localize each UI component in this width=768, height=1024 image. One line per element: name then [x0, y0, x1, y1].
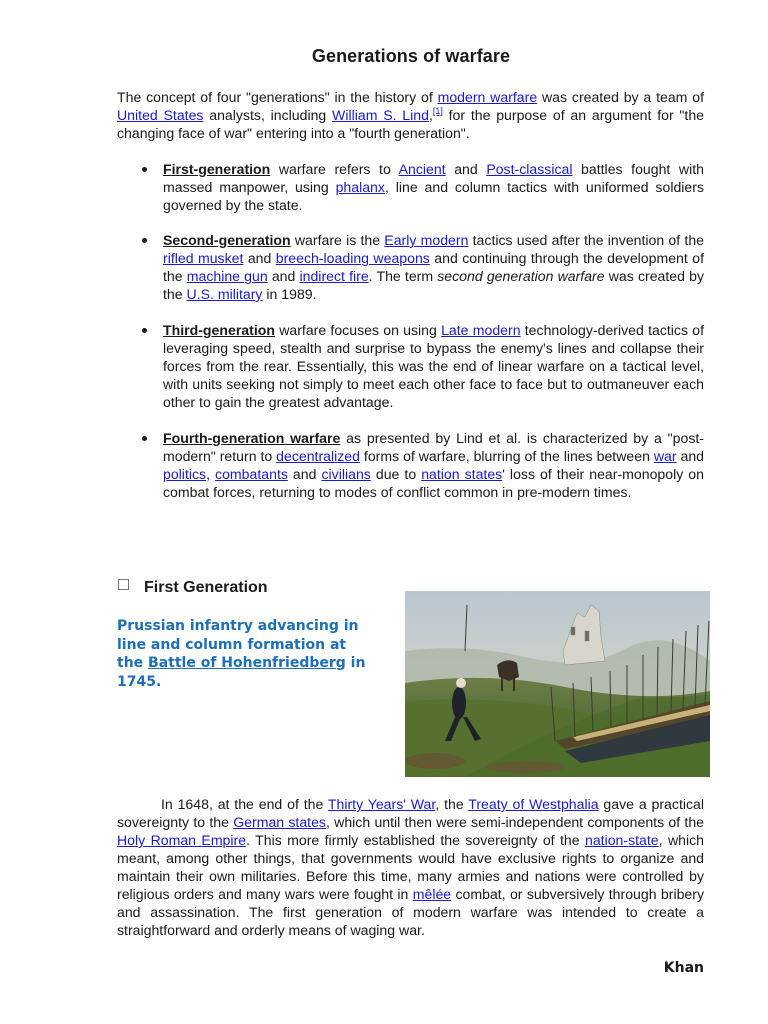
- link-early-modern[interactable]: Early modern: [384, 232, 469, 248]
- link-civilians[interactable]: civilians: [321, 466, 371, 482]
- body-paragraph: In 1648, at the end of the Thirty Years' War, the Treaty of Westphalia gave a practical sovereignty to the German states, which until then were semi-independent components of the Holy Roman Empire. This more firmly established the sovereignty of the nation-state, which meant, among other things, that governments would have exclusive rights to organize and maintain their own militaries. Before this time, many armies and nations were controlled by religious orders and many wars were fought in mêlée combat, or subversively through bribery and assassination. The first generation of modern warfare was intended to create a straightforward and orderly means of waging war.: [117, 796, 705, 938]
- link-rifled-musket[interactable]: rifled musket: [163, 250, 244, 266]
- link-treaty-of-westphalia[interactable]: Treaty of Westphalia: [468, 796, 599, 812]
- link-decentralized[interactable]: decentralized: [276, 448, 360, 464]
- link-melee[interactable]: mêlée: [412, 886, 452, 902]
- link-late-modern[interactable]: Late modern: [441, 322, 521, 338]
- battle-painting: [405, 591, 710, 777]
- link-politics[interactable]: politics: [163, 466, 207, 482]
- link-german-states[interactable]: German states: [233, 814, 326, 830]
- link-ancient[interactable]: Ancient: [398, 161, 446, 177]
- link-united-states[interactable]: United States: [117, 107, 204, 123]
- image-caption: Prussian infantry advancing in line and column formation at the Battle of Hohenfriedberg in 1745.: [117, 618, 366, 690]
- link-william-s-lind[interactable]: William S. Lind: [332, 107, 429, 123]
- reference-link[interactable]: [1]: [432, 106, 443, 116]
- link-war[interactable]: war: [653, 448, 677, 464]
- link-battle-of-hohenfriedberg[interactable]: Battle of Hohenfriedberg: [148, 655, 346, 671]
- section-title: First Generation: [144, 579, 268, 596]
- term-first-generation: First-generation: [163, 161, 271, 177]
- link-breech-loading-weapons[interactable]: breech-loading weapons: [275, 250, 430, 266]
- bullet-icon: [142, 436, 147, 441]
- list-item-fourth-generation: Fourth-generation warfare as presented by Lind et al. is characterized by a "post-modern" return to decentralized forms of warfare, blurring of the lines between war and politics, combatants and civilians due to nation states' loss of their near-monopoly on combat forces, returning to modes of conflict common in pre-modern times.: [117, 429, 704, 501]
- link-machine-gun[interactable]: machine gun: [186, 268, 268, 284]
- intro-paragraph: The concept of four "generations" in the history of modern warfare was created by a team of United States analysts, including William S. Lind,[1] for the purpose of an argument for "the changing face of war" entering into a "fourth generation".: [117, 89, 704, 141]
- author-name: Khan: [663, 960, 704, 976]
- term-third-generation: Third-generation: [163, 322, 275, 338]
- list-item-first-generation: First-generation warfare refers to Ancient and Post-classical battles fought with massed manpower, using phalanx, line and column tactics with uniformed soldiers governed by the state.: [117, 160, 704, 214]
- page-title: Generations of warfare: [311, 46, 511, 66]
- bullet-icon: [142, 167, 147, 172]
- link-nation-states[interactable]: nation states: [421, 466, 503, 482]
- bullet-icon: [142, 328, 147, 333]
- link-indirect-fire[interactable]: indirect fire: [299, 268, 369, 284]
- link-modern-warfare[interactable]: modern warfare: [437, 89, 538, 105]
- link-us-military[interactable]: U.S. military: [186, 286, 263, 302]
- term-second-generation-warfare: second generation warfare: [437, 268, 605, 284]
- link-post-classical[interactable]: Post-classical: [486, 161, 573, 177]
- term-fourth-generation: Fourth-generation warfare: [163, 430, 341, 446]
- link-holy-roman-empire[interactable]: Holy Roman Empire: [117, 832, 247, 848]
- term-second-generation: Second-generation: [163, 232, 291, 248]
- list-item-third-generation: Third-generation warfare focuses on using Late modern technology-derived tactics of leveraging speed, stealth and surprise to bypass the enemy's lines and collapse their forces from the rear. Essentially, this was the end of linear warfare on a tactical level, with units seeking not simply to meet each other face to face but to outmaneuver each other to gain the greatest advantage.: [117, 321, 704, 411]
- section-header: [117, 577, 377, 601]
- bullet-icon: [142, 238, 147, 243]
- link-phalanx[interactable]: phalanx: [335, 179, 385, 195]
- list-item-second-generation: Second-generation warfare is the Early modern tactics used after the invention of the rifled musket and breech-loading weapons and continuing through the development of the machine gun and indirect fire. The term second generation warfare was created by the U.S. military in 1989.: [117, 231, 704, 303]
- battle-painting-image: [405, 591, 710, 777]
- checkbox-icon: [118, 579, 129, 590]
- link-nation-state[interactable]: nation-state: [584, 832, 659, 848]
- link-combatants[interactable]: combatants: [215, 466, 288, 482]
- link-thirty-years-war[interactable]: Thirty Years' War: [327, 796, 436, 812]
- generations-list: [117, 160, 704, 501]
